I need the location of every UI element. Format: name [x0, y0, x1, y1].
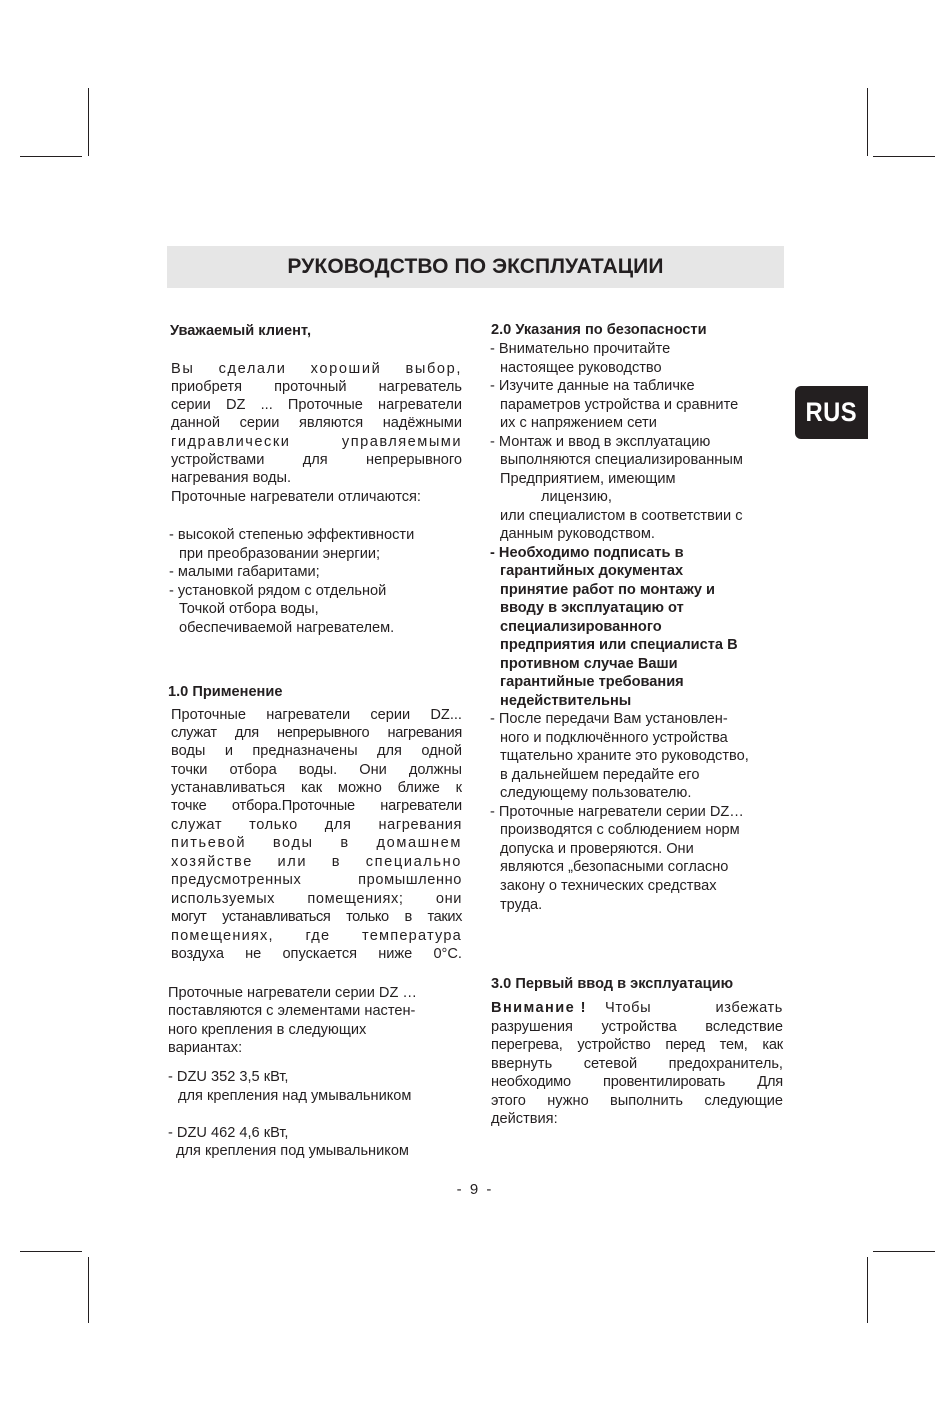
section3-line: ввернуть сетевой предохранитель,	[491, 1056, 783, 1072]
section2-item: данным руководством.	[500, 526, 655, 542]
warning-line: предприятия или специалиста В	[500, 637, 738, 653]
section2-item: выполняются специализированным	[500, 452, 743, 468]
section2-item: производятся с соблюдением норм	[500, 822, 740, 838]
section2-item: - После передачи Вам установлен-	[490, 711, 728, 727]
language-tab-label: RUS	[805, 397, 858, 427]
section2-item: в дальнейшем передайте его	[500, 767, 700, 783]
feature-item: - малыми габаритами;	[169, 564, 320, 580]
warning-line: - Необходимо подписать в	[490, 545, 684, 561]
features-intro: Проточные нагреватели отличаются:	[171, 489, 421, 505]
variant-item: - DZU 352 3,5 кВт,	[168, 1069, 289, 1085]
section3-line: действия:	[491, 1111, 558, 1127]
section2-heading: 2.0 Указания по безопасности	[491, 322, 707, 338]
page-title: РУКОВОДСТВО ПО ЭКСПЛУАТАЦИИ	[287, 255, 664, 278]
section1-line: точке отбора.Проточные нагреватели	[171, 798, 462, 814]
feature-item: Точкой отбора воды,	[179, 601, 319, 617]
feature-item: обеспечиваемой нагревателем.	[179, 620, 395, 636]
section2-item: труда.	[500, 897, 543, 913]
section1-line: используемых помещениях; они	[171, 891, 462, 907]
supply-intro-line: вариантах:	[168, 1040, 243, 1056]
section2-item: закону о технических средствах	[500, 878, 717, 894]
feature-item: - высокой степенью эффективности	[169, 527, 415, 543]
section2-item: их с напряжением сети	[500, 415, 657, 431]
section2-item: настоящее руководство	[500, 360, 662, 376]
section1-line: питьевой воды в домашнем	[171, 835, 462, 851]
variant-item: - DZU 462 4,6 кВт,	[168, 1125, 289, 1141]
intro-line: серии DZ ... Проточные нагреватели	[171, 397, 462, 413]
section2-item: тщательно храните это руководство,	[500, 748, 749, 764]
section1-line: предусмотренных промышленно	[171, 872, 462, 888]
section2-item: - Проточные нагреватели серии DZ…	[490, 804, 744, 820]
section3-line: этого нужно выполнить следующие	[491, 1093, 783, 1109]
section1-line: могут устанавливаться только в таких	[171, 909, 462, 925]
section3-line: необходимо провентилировать Для	[491, 1074, 783, 1090]
crop-mark	[88, 1257, 89, 1323]
crop-mark	[867, 88, 868, 156]
supply-intro-line: Проточные нагреватели серии DZ …	[168, 985, 418, 1001]
section1-line: точки отбора воды. Они должны	[171, 762, 462, 778]
section2-item: Предприятием, имеющим	[500, 471, 676, 487]
section2-item: лицензию,	[541, 489, 612, 505]
section2-item: - Внимательно прочитайте	[490, 341, 671, 357]
section3-line: перегрева, устройство перед тем, как	[491, 1037, 783, 1053]
warning-line: гарантийных документах	[500, 563, 684, 579]
warning-line: противном случае Ваши	[500, 656, 678, 672]
section2-item: следующему пользователю.	[500, 785, 692, 801]
crop-mark	[867, 1257, 868, 1323]
section2-item: - Изучите данные на табличке	[490, 378, 695, 394]
section2-item: или специалистом в соответствии с	[500, 508, 743, 524]
crop-mark	[20, 1251, 82, 1252]
section1-line: устанавливаться как можно ближе к	[171, 780, 462, 796]
section1-line: Проточные нагреватели серии DZ...	[171, 707, 462, 723]
crop-mark	[88, 88, 89, 156]
section3-heading: 3.0 Первый ввод в эксплуатацию	[491, 976, 734, 992]
feature-item: при преобразовании энергии;	[179, 546, 381, 562]
crop-mark	[873, 156, 935, 157]
page-number: - 9 -	[456, 1181, 494, 1198]
intro-line: Вы сделали хороший выбор,	[171, 361, 462, 377]
variant-item: для крепления над умывальником	[178, 1088, 412, 1104]
section2-item: допуска и проверяются. Они	[500, 841, 694, 857]
crop-mark	[20, 156, 82, 157]
section1-line: воздуха не опускается ниже 0°С.	[171, 946, 462, 962]
section3-lead: Внимание !	[491, 1000, 587, 1016]
intro-line: устройствами для непрерывного	[171, 452, 462, 468]
section2-item: являются „безопасными согласно	[500, 859, 729, 875]
intro-line: гидравлически управляемыми	[171, 434, 462, 450]
supply-intro-line: поставляются с элементами настен-	[168, 1003, 416, 1019]
section2-item: ного и подключённого устройства	[500, 730, 728, 746]
variant-item: для крепления под умывальником	[176, 1143, 409, 1159]
section2-item: - Монтаж и ввод в эксплуатацию	[490, 434, 711, 450]
section1-line: помещениях, где температура	[171, 928, 462, 944]
section1-line: служат только для нагревания	[171, 817, 462, 833]
warning-line: принятие работ по монтажу и	[500, 582, 715, 598]
warning-line: вводу в эксплуатацию от	[500, 600, 684, 616]
intro-line: данной серии являются надёжными	[171, 415, 462, 431]
greeting: Уважаемый клиент,	[170, 323, 312, 339]
warning-line: специализированного	[500, 619, 662, 635]
section2-item: параметров устройства и сравните	[500, 397, 739, 413]
section1-line: хозяйстве или в специально	[171, 854, 462, 870]
section3-line: разрушения устройства вследствие	[491, 1019, 783, 1035]
warning-line: недействительны	[500, 693, 632, 709]
section3-line: Чтобы избежать	[605, 1000, 783, 1016]
warning-line: гарантийные требования	[500, 674, 684, 690]
supply-intro-line: ного крепления в следующих	[168, 1022, 367, 1038]
language-tab	[795, 386, 868, 439]
crop-mark	[873, 1251, 935, 1252]
section1-line: воды и предназначены для одной	[171, 743, 462, 759]
section1-line: служат для непрерывного нагревания	[171, 725, 462, 741]
intro-line: приобретя проточный нагреватель	[171, 379, 462, 395]
page-title-bar	[167, 246, 784, 288]
intro-line: нагревания воды.	[171, 470, 292, 486]
feature-item: - установкой рядом с отдельной	[169, 583, 387, 599]
section1-heading: 1.0 Применение	[168, 684, 283, 700]
